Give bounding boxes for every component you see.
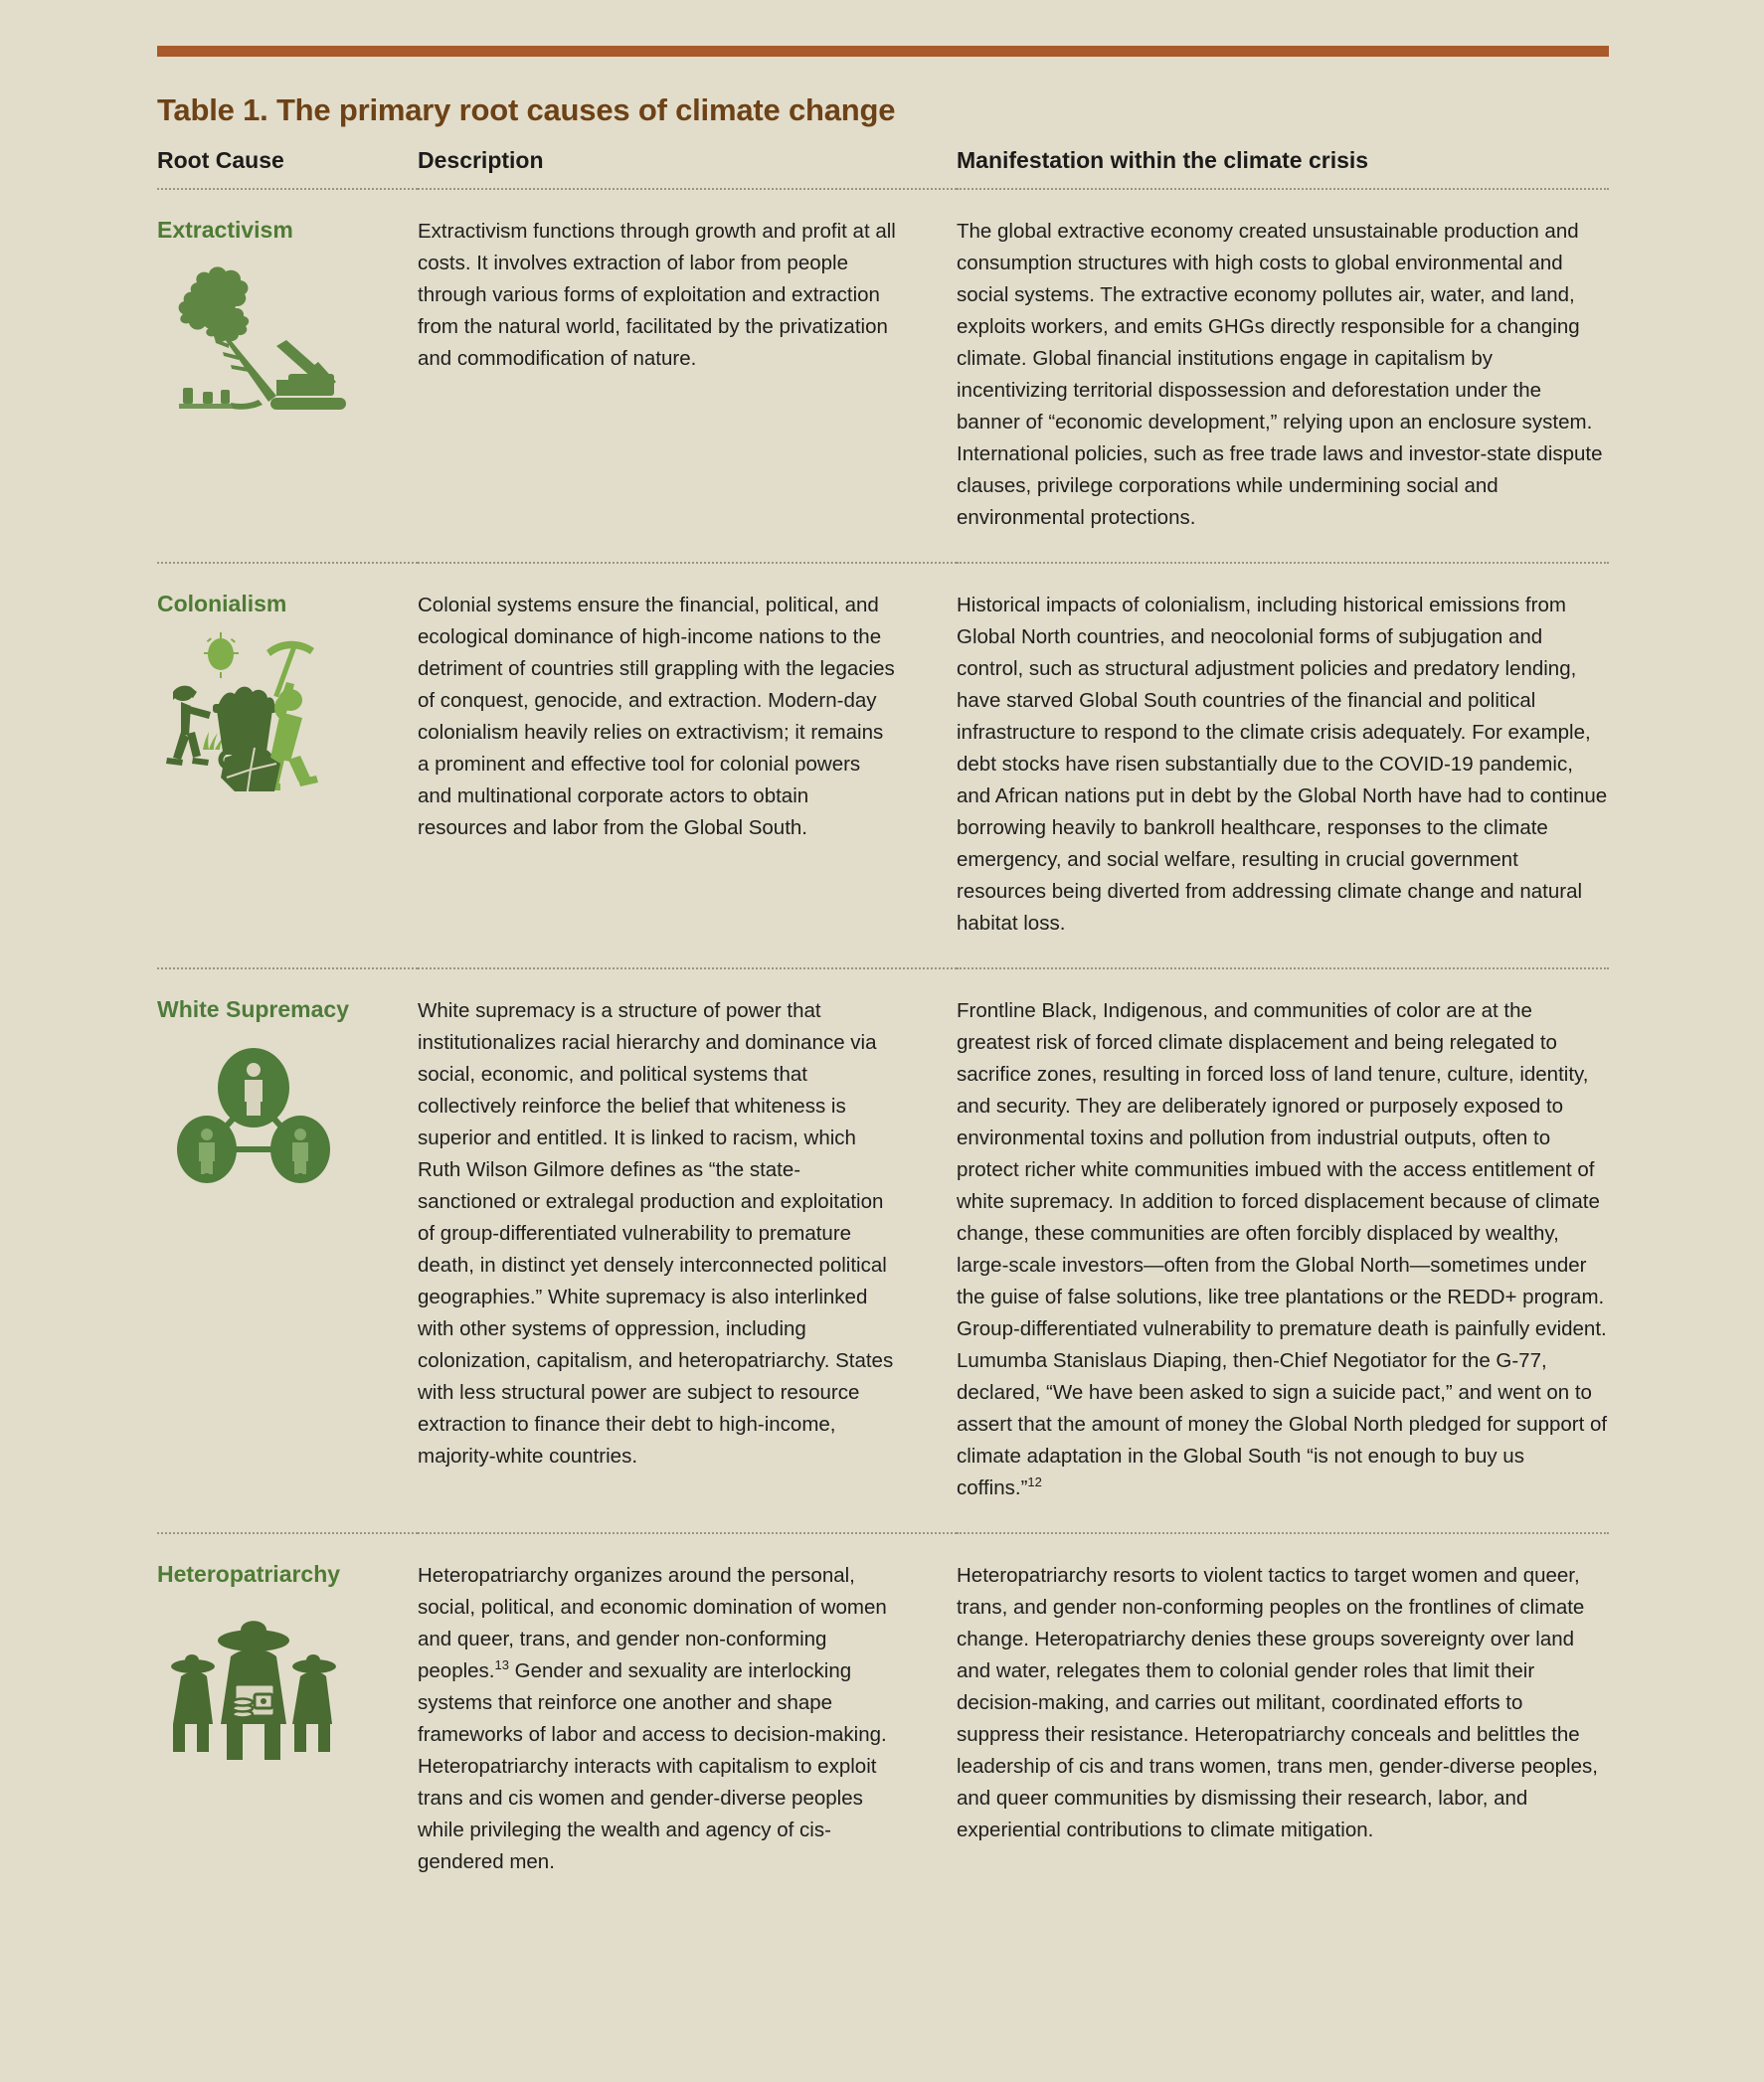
hierarchy-of-people-icon [159, 1038, 348, 1197]
description-text: Extractivism functions through growth and profit at all costs. It involves extraction of labor from people through various forms of exploitation and extraction from the natural world, facilitated by the privatization and commodification of nature. [418, 220, 896, 370]
root-cause-label: Colonialism [157, 591, 287, 616]
cell-root-cause [157, 1533, 418, 1906]
table-header [157, 147, 1609, 189]
table-row [157, 189, 1609, 563]
manifestation-body: Frontline Black, Indigenous, and communities of color are at the greatest risk of forced climate displacement and being relegated to sacrifice zones, resulting in forced loss of land tenure, culture, identity, and security. They are deliberately ignored or purposely exposed to environmental toxins and pollution from industrial outputs, often to protect richer white communities imbued with the access entitlement of white supremacy. In addition to forced displacement because of climate change, these communities are often forcibly displaced by wealthy, large-scale investors—often from the Global North—sometimes under the guise of false solutions, like tree plantations or the REDD+ program. Group-differentiated vulnerability to premature death is painfully evident. Lumumba Stanislaus Diaping, then-Chief Negotiator for the G-77, declared, “We have been asked to sign a suicide pact,” and went on to assert that the amount of money the Global North pledged for support of climate adaptation in the Global South “is not enough to buy us coffins.” [957, 999, 1608, 1499]
description-text: White supremacy is a structure of power that institutionalizes racial hierarchy and dominance via social, economic, and political systems that collectively reinforce the belief that whiteness is superior and entitled. It is linked to racism, which Ruth Wilson Gilmore defines as “the state-sanctioned or extralegal production and exploitation of group-differentiated vulnerability to premature death, in distinct yet densely interconnected political geographies.” White supremacy is also interlinked with other systems of oppression, including colonization, capitalism, and heteropatriarchy. States with less structural power are subject to resource extraction to finance their debt to high-income, majority-white countries. [418, 999, 894, 1468]
manifestation-text: The global extractive economy created unsustainable production and consumption structures with high costs to global environmental and social systems. The extractive economy pollutes air, water, and land, exploits workers, and emits GHGs directly responsible for a changing climate. Global financial institutions engage in capitalism by incentivizing territorial dispossession and deforestation under the banner of “economic development,” relying upon an enclosure system. International policies, such as free trade laws and investor-state dispute clauses, privilege corporations while undermining social and environmental protections. [957, 220, 1603, 529]
table-header-row [157, 147, 1609, 189]
table-row [157, 968, 1609, 1533]
accent-rule [157, 46, 1609, 57]
column-header-root-cause: Root Cause [157, 147, 284, 173]
page [0, 46, 1764, 2082]
manifestation-text: Historical impacts of colonialism, including historical emissions from Global North countries, and neocolonial forms of subjugation and control, such as structural adjustment policies and predatory lending, have starved Global South countries of the financial and political infrastructure to respond to the climate crisis adequately. For example, debt stocks have risen substantially due to the COVID-19 pandemic, and African nations put in debt by the Global North have had to continue borrowing heavily to bankroll healthcare, responses to the climate emergency, and social welfare, resulting in crucial government resources being diverted from addressing climate change and natural habitat loss. [957, 594, 1608, 935]
cell-manifestation [957, 563, 1609, 968]
tree-and-excavator-icon [159, 259, 348, 418]
footnote-marker: 13 [494, 1657, 509, 1673]
root-cause-label: Heteropatriarchy [157, 1561, 341, 1587]
page-title: Table 1. The primary root causes of climate change [157, 92, 896, 127]
cell-root-cause [157, 563, 418, 968]
root-causes-table [157, 147, 1609, 1906]
table-row [157, 1533, 1609, 1906]
cell-description [418, 189, 957, 563]
column-header-manifestation: Manifestation within the climate crisis [957, 147, 1369, 173]
three-figures-with-wallet-icon [159, 1603, 348, 1762]
cell-description [418, 563, 957, 968]
description-text [418, 1560, 899, 1878]
cell-manifestation [957, 1533, 1609, 1906]
miners-with-cart-and-pickaxe-icon [159, 632, 348, 791]
footnote-marker: 12 [1027, 1475, 1042, 1490]
root-cause-label: White Supremacy [157, 996, 349, 1022]
cell-root-cause [157, 968, 418, 1533]
description-text: Colonial systems ensure the financial, political, and ecological dominance of high-income nations to the detriment of countries still grappling with the legacies of conquest, genocide, and extraction. Modern-day colonialism heavily relies on extractivism; it remains a prominent and effective tool for colonial powers and multinational corporate actors to obtain resources and labor from the Global South. [418, 594, 895, 839]
manifestation-text: Heteropatriarchy resorts to violent tactics to target women and queer, trans, and gender non-conforming peoples on the frontlines of climate change. Heteropatriarchy denies these groups sovereignty over land and water, relegates them to colonial gender roles that limit their decision-making, and carries out militant, coordinated efforts to suppress their resistance. Heteropatriarchy conceals and belittles the leadership of cis and trans women, trans men, gender-diverse peoples, and queer communities by dismissing their research, labor, and experiential contributions to climate mitigation. [957, 1564, 1598, 1841]
root-cause-label: Extractivism [157, 217, 293, 243]
cell-root-cause [157, 189, 418, 563]
column-header-description: Description [418, 147, 544, 173]
table-body [157, 189, 1609, 1906]
cell-manifestation [957, 189, 1609, 563]
table-row [157, 563, 1609, 968]
description-text-part2: Gender and sexuality are interlocking systems that reinforce one another and shape frameworks of labor and access to decision-making. Heteropatriarchy interacts with capitalism to exploit trans and cis women and gender-diverse peoples while privileging the wealth and agency of cis-gendered men. [418, 1659, 887, 1873]
cell-manifestation [957, 968, 1609, 1533]
cell-description [418, 968, 957, 1533]
manifestation-text [957, 995, 1609, 1504]
description-text-part1: Heteropatriarchy organizes around the personal, social, political, and economic domination of women and queer, trans, and gender non-conforming peoples. [418, 1564, 887, 1682]
cell-description [418, 1533, 957, 1906]
